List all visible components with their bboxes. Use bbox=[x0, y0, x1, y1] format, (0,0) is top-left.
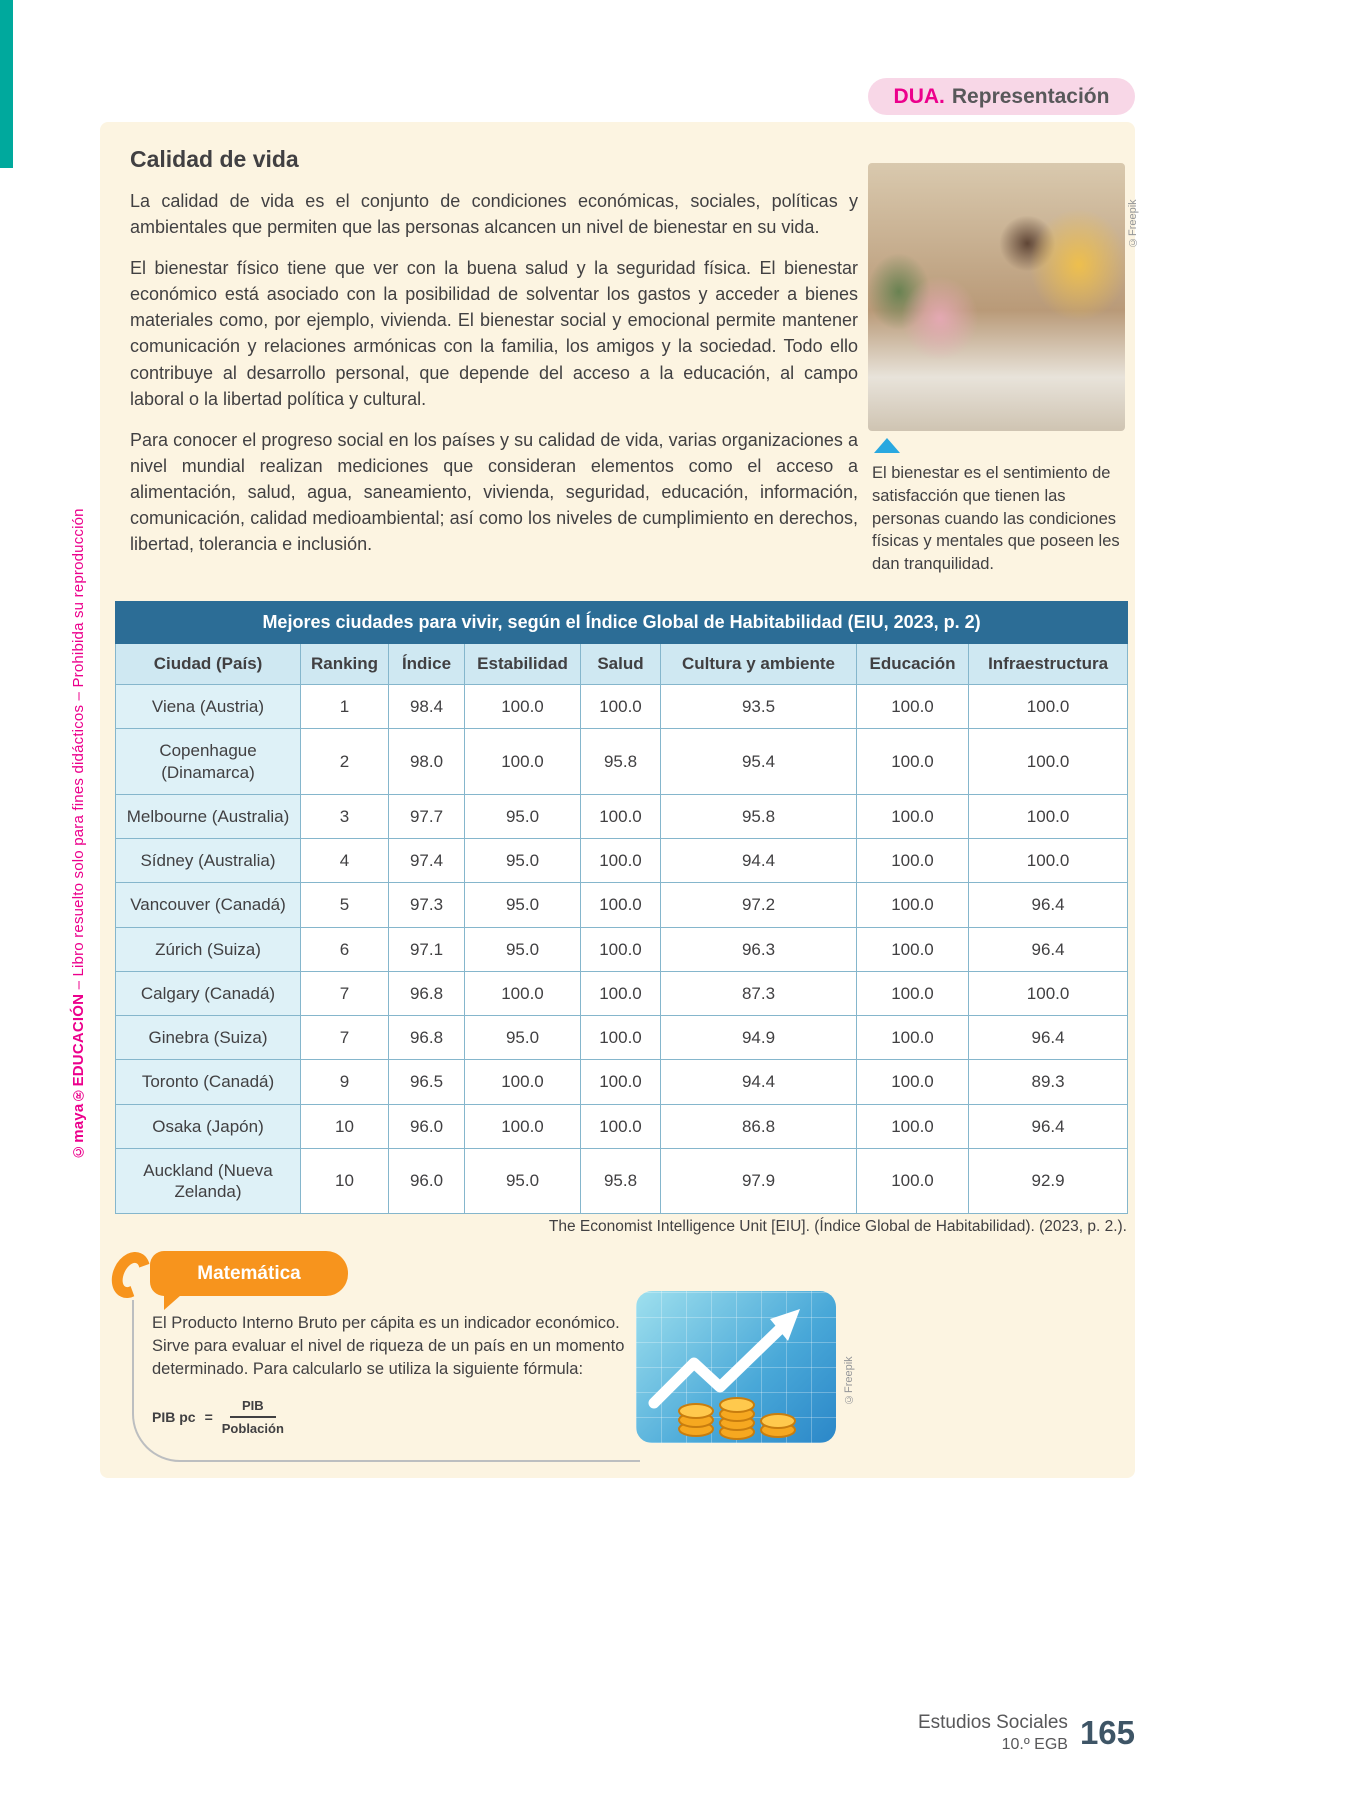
value-cell: 96.8 bbox=[389, 1016, 465, 1060]
city-cell: Osaka (Japón) bbox=[116, 1104, 301, 1148]
article-paragraph: Para conocer el progreso social en los países y su calidad de vida, varias organizaciones a nivel mundial realizan mediciones que consideran elementos como el acceso a alimentación, salud, agua, saneamiento, vivienda, seguridad, educación, información, comunicación, calidad medioambiental; así como los niveles de cumplimiento en derechos, libertad, tolerancia e inclusión. bbox=[130, 429, 858, 555]
value-cell: 100.0 bbox=[969, 839, 1128, 883]
value-cell: 100.0 bbox=[857, 1104, 969, 1148]
publisher-logo-text: ©maya®EDUCACIÓN bbox=[70, 993, 87, 1160]
value-cell: 96.4 bbox=[969, 1016, 1128, 1060]
column-header: Infraestructura bbox=[969, 644, 1128, 685]
formula-fraction bbox=[222, 1398, 284, 1436]
table-row bbox=[116, 1060, 1128, 1104]
column-header: Educación bbox=[857, 644, 969, 685]
value-cell: 100.0 bbox=[857, 794, 969, 838]
value-cell: 95.0 bbox=[465, 839, 581, 883]
pib-formula bbox=[152, 1398, 284, 1436]
value-cell: 95.0 bbox=[465, 794, 581, 838]
value-cell: 100.0 bbox=[857, 971, 969, 1015]
value-cell: 100.0 bbox=[581, 1060, 661, 1104]
value-cell: 100.0 bbox=[969, 729, 1128, 795]
city-cell: Calgary (Canadá) bbox=[116, 971, 301, 1015]
column-header: Índice bbox=[389, 644, 465, 685]
value-cell: 96.0 bbox=[389, 1104, 465, 1148]
value-cell: 100.0 bbox=[857, 1060, 969, 1104]
sidebar-copyright bbox=[70, 410, 87, 1160]
value-cell: 89.3 bbox=[969, 1060, 1128, 1104]
value-cell: 100.0 bbox=[969, 971, 1128, 1015]
value-cell: 96.8 bbox=[389, 971, 465, 1015]
value-cell: 3 bbox=[301, 794, 389, 838]
value-cell: 94.4 bbox=[661, 1060, 857, 1104]
city-cell: Zúrich (Suiza) bbox=[116, 927, 301, 971]
value-cell: 94.9 bbox=[661, 1016, 857, 1060]
table-row bbox=[116, 794, 1128, 838]
page-footer bbox=[790, 1712, 1135, 1754]
formula-denominator: Población bbox=[221, 1421, 284, 1436]
dua-banner bbox=[868, 78, 1135, 115]
table-row bbox=[116, 883, 1128, 927]
table-source: The Economist Intelligence Unit [EIU]. (Índice Global de Habitabilidad). (2023, p. 2.). bbox=[548, 1218, 1127, 1235]
math-text: El Producto Interno Bruto per cápita es un indicador económico. Sirve para evaluar el nivel de riqueza de un país en un momento determinado. Para calcularlo se utiliza la siguiente fórmula: bbox=[152, 1314, 625, 1379]
city-cell: Melbourne (Australia) bbox=[116, 794, 301, 838]
value-cell: 1 bbox=[301, 685, 389, 729]
table-row bbox=[116, 685, 1128, 729]
value-cell: 100.0 bbox=[465, 729, 581, 795]
table-header-row bbox=[116, 644, 1128, 685]
value-cell: 95.0 bbox=[465, 883, 581, 927]
footer-grade: 10.º EGB bbox=[1001, 1735, 1068, 1753]
value-cell: 97.3 bbox=[389, 883, 465, 927]
value-cell: 100.0 bbox=[581, 883, 661, 927]
value-cell: 2 bbox=[301, 729, 389, 795]
value-cell: 96.5 bbox=[389, 1060, 465, 1104]
table-row bbox=[116, 1148, 1128, 1214]
value-cell: 100.0 bbox=[465, 685, 581, 729]
value-cell: 97.9 bbox=[661, 1148, 857, 1214]
table-row bbox=[116, 927, 1128, 971]
article-paragraph: El bienestar físico tiene que ver con la buena salud y la seguridad física. El bienestar económico está asociado con la posibilidad de solventar los gastos y acceder a bienes materiales como, por ejemplo, vivienda. El bienestar social y emocional permite mantener comunicación y relaciones armónicas con la familia, los amigos y la sociedad. Todo ello contribuye al desarrollo personal, que depende del acceso a la educación, al campo laboral o la libertad política y cultural. bbox=[130, 258, 858, 409]
table-title-row bbox=[116, 602, 1128, 644]
value-cell: 7 bbox=[301, 1016, 389, 1060]
photo-caption: El bienestar es el sentimiento de satisfacción que tienen las personas cuando las condiciones físicas y mentales que poseen les dan tranquilidad. bbox=[872, 464, 1120, 574]
formula-numerator: PIB bbox=[230, 1398, 276, 1418]
formula-equals: = bbox=[204, 1409, 213, 1425]
value-cell: 100.0 bbox=[465, 1104, 581, 1148]
value-cell: 95.8 bbox=[581, 729, 661, 795]
value-cell: 100.0 bbox=[857, 1148, 969, 1214]
city-cell: Sídney (Australia) bbox=[116, 839, 301, 883]
page-title: Calidad de vida bbox=[130, 146, 299, 172]
value-cell: 100.0 bbox=[581, 1016, 661, 1060]
value-cell: 97.4 bbox=[389, 839, 465, 883]
value-cell: 96.3 bbox=[661, 927, 857, 971]
value-cell: 95.8 bbox=[661, 794, 857, 838]
growth-chart-illustration bbox=[636, 1291, 836, 1443]
value-cell: 100.0 bbox=[465, 1060, 581, 1104]
table-row bbox=[116, 971, 1128, 1015]
value-cell: 100.0 bbox=[969, 794, 1128, 838]
table-row bbox=[116, 1104, 1128, 1148]
value-cell: 100.0 bbox=[581, 839, 661, 883]
value-cell: 86.8 bbox=[661, 1104, 857, 1148]
value-cell: 6 bbox=[301, 927, 389, 971]
article-paragraph: La calidad de vida es el conjunto de condiciones económicas, sociales, políticas y ambientales que permiten que las personas alcancen un nivel de bienestar en su vida. bbox=[130, 191, 858, 238]
value-cell: 10 bbox=[301, 1148, 389, 1214]
value-cell: 100.0 bbox=[857, 839, 969, 883]
value-cell: 95.4 bbox=[661, 729, 857, 795]
math-badge: Matemática bbox=[150, 1251, 348, 1296]
value-cell: 98.0 bbox=[389, 729, 465, 795]
value-cell: 96.0 bbox=[389, 1148, 465, 1214]
value-cell: 100.0 bbox=[581, 971, 661, 1015]
illustration-credit: ©Freepik bbox=[843, 1356, 855, 1405]
value-cell: 95.0 bbox=[465, 927, 581, 971]
value-cell: 9 bbox=[301, 1060, 389, 1104]
table-title: Mejores ciudades para vivir, según el Índice Global de Habitabilidad (EIU, 2023, p. 2) bbox=[116, 602, 1128, 644]
footer-subject: Estudios Sociales bbox=[917, 1712, 1068, 1733]
value-cell: 100.0 bbox=[581, 794, 661, 838]
city-cell: Viena (Austria) bbox=[116, 685, 301, 729]
page-number: 165 bbox=[1079, 1713, 1135, 1751]
value-cell: 97.2 bbox=[661, 883, 857, 927]
city-cell: Auckland (Nueva Zelanda) bbox=[116, 1148, 301, 1214]
sidebar-legal-text: – Libro resuelto solo para fines didácticos – Prohibida su reproducción bbox=[70, 508, 87, 994]
table-row bbox=[116, 1016, 1128, 1060]
value-cell: 100.0 bbox=[857, 1016, 969, 1060]
dua-label: DUA. bbox=[893, 84, 945, 108]
value-cell: 96.4 bbox=[969, 883, 1128, 927]
dua-title: Representación bbox=[951, 84, 1110, 108]
value-cell: 87.3 bbox=[661, 971, 857, 1015]
column-header: Ranking bbox=[301, 644, 389, 685]
caption-pointer-icon bbox=[874, 438, 900, 453]
value-cell: 100.0 bbox=[969, 685, 1128, 729]
formula-lhs: PIB pc bbox=[152, 1409, 196, 1425]
article-body bbox=[130, 188, 858, 572]
city-cell: Copenhague (Dinamarca) bbox=[116, 729, 301, 795]
value-cell: 100.0 bbox=[581, 685, 661, 729]
value-cell: 100.0 bbox=[581, 927, 661, 971]
value-cell: 95.0 bbox=[465, 1148, 581, 1214]
photo-credit: ©Freepik bbox=[1127, 199, 1139, 248]
value-cell: 94.4 bbox=[661, 839, 857, 883]
value-cell: 97.1 bbox=[389, 927, 465, 971]
value-cell: 95.8 bbox=[581, 1148, 661, 1214]
value-cell: 100.0 bbox=[581, 1104, 661, 1148]
value-cell: 97.7 bbox=[389, 794, 465, 838]
footer-textblock bbox=[918, 1712, 1068, 1754]
value-cell: 100.0 bbox=[857, 883, 969, 927]
growth-arrow-and-coins-icon bbox=[636, 1291, 836, 1443]
value-cell: 100.0 bbox=[857, 685, 969, 729]
value-cell: 93.5 bbox=[661, 685, 857, 729]
value-cell: 98.4 bbox=[389, 685, 465, 729]
value-cell: 7 bbox=[301, 971, 389, 1015]
value-cell: 96.4 bbox=[969, 1104, 1128, 1148]
value-cell: 95.0 bbox=[465, 1016, 581, 1060]
column-header: Salud bbox=[581, 644, 661, 685]
corner-accent-bar bbox=[0, 0, 13, 168]
table-row bbox=[116, 839, 1128, 883]
coins-icon bbox=[679, 1398, 795, 1439]
city-cell: Toronto (Canadá) bbox=[116, 1060, 301, 1104]
value-cell: 96.4 bbox=[969, 927, 1128, 971]
column-header: Cultura y ambiente bbox=[661, 644, 857, 685]
column-header: Estabilidad bbox=[465, 644, 581, 685]
value-cell: 100.0 bbox=[465, 971, 581, 1015]
value-cell: 10 bbox=[301, 1104, 389, 1148]
value-cell: 100.0 bbox=[857, 729, 969, 795]
table-row bbox=[116, 729, 1128, 795]
city-cell: Vancouver (Canadá) bbox=[116, 883, 301, 927]
column-header: Ciudad (País) bbox=[116, 644, 301, 685]
family-photo bbox=[868, 163, 1125, 431]
value-cell: 92.9 bbox=[969, 1148, 1128, 1214]
city-cell: Ginebra (Suiza) bbox=[116, 1016, 301, 1060]
value-cell: 4 bbox=[301, 839, 389, 883]
livability-table bbox=[115, 601, 1128, 1214]
value-cell: 5 bbox=[301, 883, 389, 927]
value-cell: 100.0 bbox=[857, 927, 969, 971]
